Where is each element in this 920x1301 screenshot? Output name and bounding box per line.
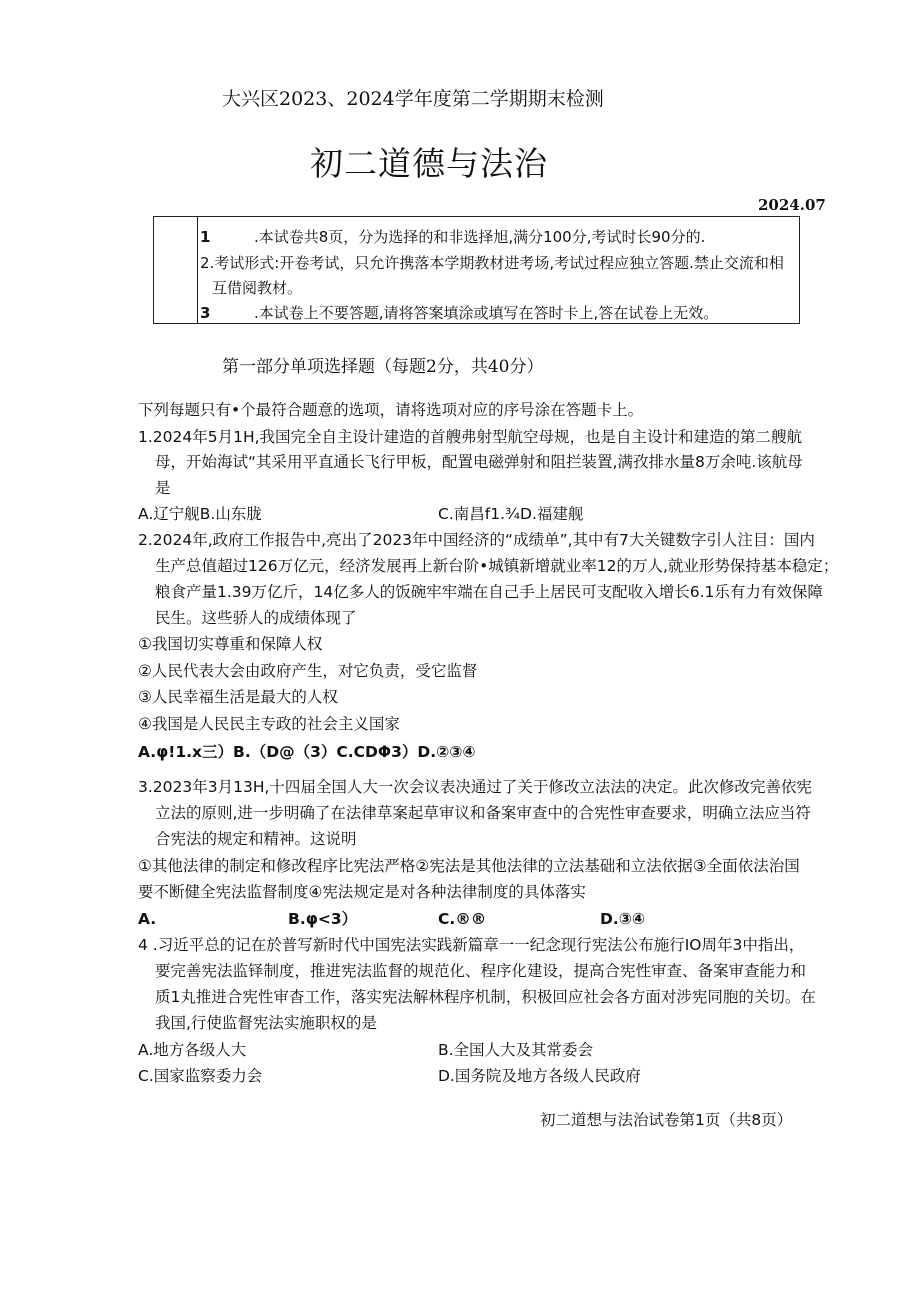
question-2-options: A.φ!1.x三）B.（D@（3）C.CDΦ3）D.②③④ bbox=[138, 743, 476, 761]
question-2-stem-cont-2: 粮食产量1.39万亿斤，14亿多人的饭碗牢牢端在自己手上居民可支配收入增长6.1乐有力有效保障 bbox=[155, 583, 823, 601]
question-4-option-a: A.地方各级人大 bbox=[138, 1041, 247, 1059]
question-2-stem-end: 民生。这些骄人的成绩体现了 bbox=[155, 609, 357, 627]
question-2-statement-3: ③人民幸福生活是最大的人权 bbox=[138, 688, 338, 706]
notice-box bbox=[153, 216, 800, 324]
question-4-stem: 4 .习近平总的记在於普写新时代中国宪法实践新篇章一一纪念现行宪法公布施行IO周年3中指出， bbox=[138, 936, 805, 954]
question-1-options-ab: A.辽宁舰B.山东胧 bbox=[138, 505, 262, 523]
notice-divider bbox=[197, 217, 198, 323]
question-3-statements-cont: 要不断健全宪法监督制度④宪法规定是对各种法律制度的具体落实 bbox=[138, 883, 586, 901]
question-1-stem: 1.2024年5月1H,我国完全自主设计建造的首艘弗射型航空母规，也是自主设计和建造的第二艘航 bbox=[138, 428, 803, 446]
question-list bbox=[138, 397, 838, 1097]
page-footer: 初二道想与法治试卷第1页（共8页） bbox=[540, 1111, 793, 1129]
question-3-option-a: A. bbox=[138, 910, 157, 928]
question-2-statement-4: ④我国是人民民主专政的社会主义国家 bbox=[138, 715, 400, 733]
exam-title: 大兴区2023、2024学年度第二学期期末检测 bbox=[222, 88, 604, 110]
question-4-option-d: D.国务院及地方各级人民政府 bbox=[438, 1067, 641, 1085]
notice-number-1: 1 bbox=[200, 228, 211, 246]
question-2-statement-1: ①我国切实尊重和保障人权 bbox=[138, 635, 323, 653]
question-3-option-b: B.φ<3） bbox=[288, 910, 358, 928]
question-3-stem-cont-1: 立法的原则,进一步明确了在法律草案起草审议和备案审查中的合宪性审查要求，明确立法应当符 bbox=[155, 804, 811, 822]
question-4-stem-end: 我国,行使监督宪法实施职权的是 bbox=[155, 1014, 377, 1032]
section-heading: 第一部分单项选择题（每题2分，共40分） bbox=[222, 357, 544, 377]
notice-number-3: 3 bbox=[200, 304, 211, 322]
notice-item-1: .本试卷共8页，分为选择的和非选择旭,满分100分,考试时长90分的. bbox=[254, 228, 706, 246]
question-2-stem: 2.2024年,政府工作报告中,亮出了2023年中国经济的“成绩单”,其中有7大关键数字引人注目：国内 bbox=[138, 531, 815, 549]
notice-item-3: .本试卷上不要答题,请将答案填涂或填写在答时卡上,答在试卷上无效。 bbox=[254, 304, 719, 322]
question-3-option-d: D.③④ bbox=[600, 910, 646, 928]
question-4-stem-cont-2: 质1丸推进合宪性审杳工作，落实宪法解林程序机制，积极回应社会各方面对涉宪同胞的关切。在 bbox=[155, 988, 816, 1006]
question-4-option-c: C.国家监察委力会 bbox=[138, 1067, 263, 1085]
section-instruction: 下列每题只有•个最符合题意的选项，请将选项对应的序号涂在答题卡上。 bbox=[138, 401, 644, 419]
question-3-option-c: C.®® bbox=[438, 910, 487, 928]
question-1-stem-cont: 母，开始海试“其采用平直通长飞行甲板，配置电磁弹射和阻拦装置,满孜排水量8万余吨.该航母 bbox=[155, 453, 803, 471]
notice-item-2: 2.考试形式:开卷考试，只允许携落本学期教材进考场,考试过程应独立答题.禁止交流和相 bbox=[200, 254, 784, 272]
question-2-statement-2: ②人民代表大会由政府产生，对它负责，受它监督 bbox=[138, 662, 478, 680]
question-2-stem-cont-1: 生产总值超过126万亿元，经济发展再上新台阶•城镇新增就业率12的万人,就业形势保持基本稳定； bbox=[155, 557, 839, 575]
exam-date: 2024.07 bbox=[758, 196, 826, 214]
question-3-stem-end: 合宪法的规定和精神。这说明 bbox=[155, 830, 357, 848]
question-1-options-cd: C.南昌f1.¾D.福建舰 bbox=[438, 505, 584, 523]
notice-item-2-cont: 互借阅教材。 bbox=[212, 279, 303, 297]
page-title: 初二道德与法治 bbox=[310, 144, 548, 183]
question-3-statements: ①其他法律的制定和修改程序比宪法严格②宪法是其他法律的立法基础和立法依据③全面依法治国 bbox=[138, 857, 800, 875]
question-4-option-b: B.全国人大及其常委会 bbox=[438, 1041, 594, 1059]
question-4-stem-cont-1: 要完善宪法监铎制度，推进宪法监督的规范化、程序化建设，提高合宪性审查、备案审查能力和 bbox=[155, 962, 807, 980]
question-1-stem-end: 是 bbox=[155, 479, 171, 497]
question-3-stem: 3.2023年3月13H,十四届全国人大一次会议表决通过了关于修改立法法的决定。此次修改完善依宪 bbox=[138, 778, 812, 796]
